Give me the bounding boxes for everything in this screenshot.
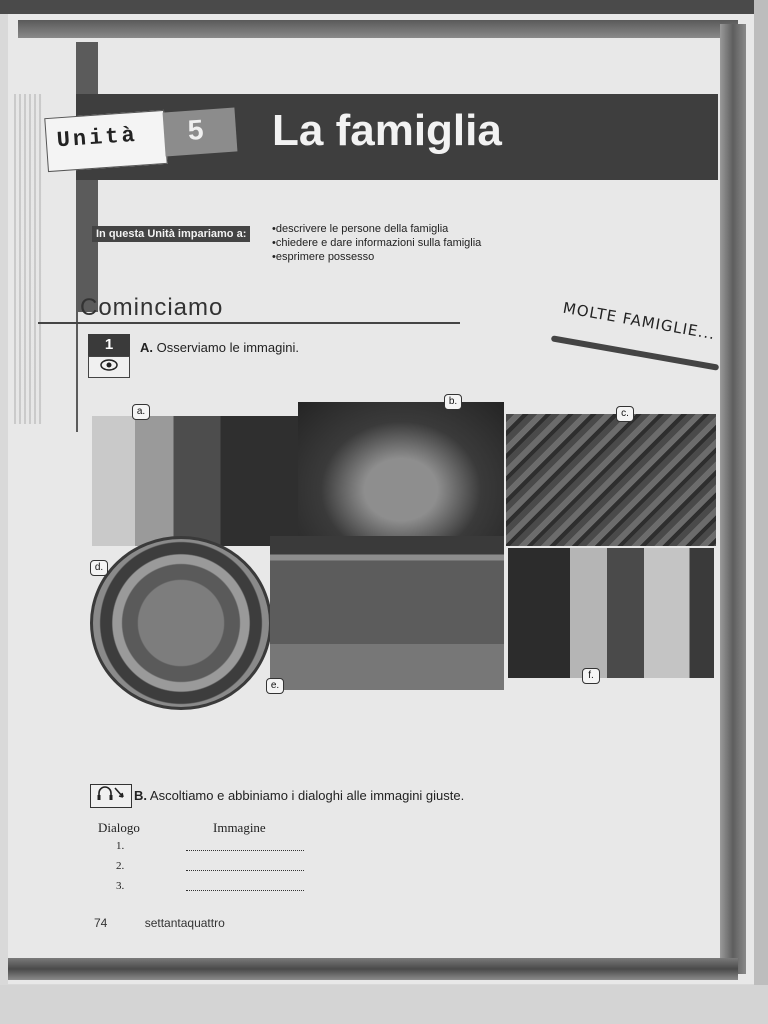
headphones-icon <box>90 784 132 808</box>
scan-right-shadow <box>754 0 768 990</box>
page-edge-right <box>720 24 746 974</box>
objectives-list <box>272 222 481 264</box>
answer-blank-1[interactable] <box>186 840 304 851</box>
exercise-a-text: Osserviamo le immagini. <box>156 340 299 355</box>
column-header-dialogo: Dialogo <box>98 820 140 835</box>
objective-item: • descrivere le persone della famiglia <box>272 222 481 236</box>
page-number: 74 <box>94 916 108 930</box>
photo-label-b: b. <box>444 394 462 410</box>
unit-number-box <box>163 108 238 157</box>
textbook-page <box>8 14 754 984</box>
page-edge-top <box>18 20 738 38</box>
unit-tab <box>44 110 167 172</box>
scan-bottom-margin <box>0 985 768 1024</box>
answer-row-number: 3. <box>116 880 125 892</box>
objective-item: • chiedere e dare informazioni sulla famiglia <box>272 236 481 250</box>
page-number-word: settantaquattro <box>144 916 225 930</box>
annotation-underline <box>551 335 719 370</box>
answer-blank-3[interactable] <box>186 880 304 891</box>
vertical-rule-thin <box>76 312 78 432</box>
answer-row-number: 1. <box>116 840 125 852</box>
photo-e <box>270 536 504 690</box>
exercise-a-letter: A. <box>140 340 153 355</box>
section-title: Cominciamo <box>80 294 224 321</box>
photo-a <box>92 416 306 546</box>
exercise-a <box>140 340 299 355</box>
photo-label-c: c. <box>616 406 634 422</box>
answer-row-number: 2. <box>116 860 125 872</box>
scan-top-shadow <box>0 0 768 14</box>
page-footer <box>94 916 259 930</box>
photo-label-d: d. <box>90 560 108 576</box>
answer-blank-2[interactable] <box>186 860 304 871</box>
eye-icon <box>88 356 130 378</box>
page-title: La famiglia <box>272 106 502 155</box>
photo-b <box>298 402 504 548</box>
exercise-b <box>134 788 464 803</box>
objectives-label: In questa Unità impariamo a: <box>92 226 250 242</box>
photo-c <box>506 414 716 546</box>
photo-d <box>90 536 272 710</box>
photo-label-f: f. <box>582 668 600 684</box>
section-rule <box>38 322 460 324</box>
unit-number: 5 <box>186 113 205 146</box>
exercise-badge <box>88 334 130 378</box>
photo-label-a: a. <box>132 404 150 420</box>
exercise-b-text: Ascoltiamo e abbiniamo i dialoghi alle immagini giuste. <box>149 788 465 803</box>
photo-label-e: e. <box>266 678 284 694</box>
page-edge-bottom <box>8 958 738 980</box>
photo-f <box>508 548 714 678</box>
exercise-b-letter: B. <box>134 788 147 803</box>
handwritten-annotation: MOLTE FAMIGLIE... <box>561 298 717 344</box>
binding-strip <box>14 94 42 424</box>
objective-item: • esprimere possesso <box>272 250 481 264</box>
unit-label: Unità <box>56 122 139 154</box>
exercise-number: 1 <box>88 334 130 356</box>
column-header-immagine: Immagine <box>213 820 266 835</box>
